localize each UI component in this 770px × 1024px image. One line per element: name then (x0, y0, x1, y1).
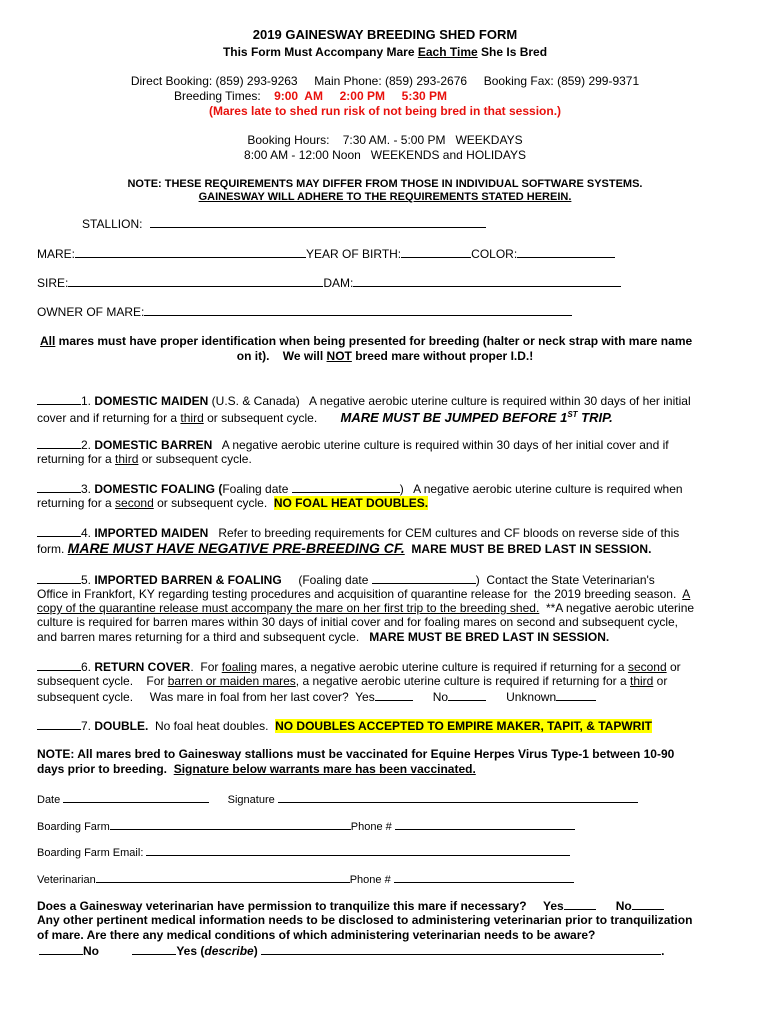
item-5-line-4: culture is required for barren mares within 30 days of initial cover and for foaling mares on second and subsequent cycle, (37, 615, 679, 629)
in-foal-no-input[interactable] (448, 689, 486, 701)
item-6-line-2: subsequent cycle. For barren or maiden mares, a negative aerobic uterine culture is required if returning for a third or (37, 674, 668, 688)
item-7: 7. DOUBLE. No foal heat doubles. NO DOUBLES ACCEPTED TO EMPIRE MAKER, TAPIT, & TAPWRIT (37, 718, 652, 733)
boarding-farm-phone-input[interactable] (395, 818, 575, 830)
vaccine-note-line-1: NOTE: All mares bred to Gainesway stallions must be vaccinated for Equine Herpes Virus Type-1 between 10-90 (37, 747, 675, 761)
item-6-check[interactable] (37, 659, 81, 671)
tranquilize-line-2: Any other pertinent medical information needs to be disclosed to administering veterinarian prior to tranquilization (37, 913, 693, 927)
item-4: 4. IMPORTED MAIDEN Refer to breeding requirements for CEM cultures and CF bloods on reverse side of this (37, 525, 679, 540)
medical-yes-input[interactable] (132, 943, 176, 955)
note-line-1: NOTE: THESE REQUIREMENTS MAY DIFFER FROM THOSE IN INDIVIDUAL SOFTWARE SYSTEMS. (127, 178, 643, 190)
stallion-field: STALLION: (82, 216, 486, 231)
item-6-line-3: subsequent cycle. Was mare in foal from her last cover? Yes No Unknown (37, 689, 596, 704)
dam-input[interactable] (353, 275, 621, 287)
item-2-line-2: returning for a third or subsequent cycle. (37, 452, 252, 466)
item-2: 2. DOMESTIC BARREN A negative aerobic uterine culture is required within 30 days of her initial cover and if (37, 437, 669, 452)
item-3: 3. DOMESTIC FOALING (Foaling date ) A negative aerobic uterine culture is required when (37, 481, 683, 496)
id-notice-line-2: on it). We will NOT breed mare without proper I.D.! (236, 349, 534, 363)
in-foal-unknown-input[interactable] (556, 689, 596, 701)
item-5-foaling-date-input[interactable] (372, 572, 476, 584)
item-5-line-3: copy of the quarantine release must accompany the mare on her first trip to the breeding shed. **A negative aerobic uterine (37, 601, 695, 615)
vaccine-note-line-2: days prior to breeding. Signature below warrants mare has been vaccinated. (37, 762, 476, 776)
tranquilize-line-3: of mare. Are there any medical conditions of which administering veterinarian needs to be aware? (37, 928, 596, 942)
item-1-line-2: cover and if returning for a third or subsequent cycle. MARE MUST BE JUMPED BEFORE 1ST TRIP. (37, 410, 613, 425)
sire-input[interactable] (68, 275, 323, 287)
booking-hours-weekdays: Booking Hours: 7:30 AM. - 5:00 PM WEEKDAYS (247, 133, 523, 147)
color-input[interactable] (517, 246, 615, 258)
breeding-times: Breeding Times: 9:00 AM 2:00 PM 5:30 PM (174, 89, 448, 103)
item-3-check[interactable] (37, 481, 81, 493)
tranquilize-yes-input[interactable] (564, 898, 596, 910)
date-signature-row: Date Signature (37, 791, 638, 807)
item-3-foaling-date-input[interactable] (292, 481, 400, 493)
item-5-check[interactable] (37, 572, 81, 584)
medical-no-input[interactable] (39, 943, 83, 955)
boarding-farm-input[interactable] (110, 818, 351, 830)
item-5-line-5: and barren mares returning for a third and subsequent cycle. MARE MUST BE BRED LAST IN SESSION. (37, 630, 610, 644)
contact-numbers: Direct Booking: (859) 293-9263 Main Phone: (859) 293-2676 Booking Fax: (859) 299-9371 (130, 74, 640, 88)
boarding-farm-email-input[interactable] (146, 844, 570, 856)
item-6: 6. RETURN COVER. For foaling mares, a negative aerobic uterine culture is required if returning for a second or (37, 659, 681, 674)
date-input[interactable] (63, 791, 209, 803)
mare-row: MARE: YEAR OF BIRTH: COLOR: (37, 246, 615, 261)
item-7-check[interactable] (37, 718, 81, 730)
late-warning: (Mares late to shed run risk of not being bred in that session.) (208, 104, 562, 118)
veterinarian-row: Veterinarian Phone # (37, 871, 574, 887)
stallion-input[interactable] (150, 216, 486, 228)
id-notice-line-1: All mares must have proper identification when being presented for breeding (halter or neck strap with mare name (40, 334, 693, 348)
form-title: 2019 GAINESWAY BREEDING SHED FORM (252, 27, 518, 42)
owner-row: OWNER OF MARE: (37, 304, 572, 319)
year-of-birth-input[interactable] (401, 246, 471, 258)
medical-describe-input[interactable] (261, 943, 661, 955)
note-line-2: GAINESWAY WILL ADHERE TO THE REQUIREMENTS STATED HEREIN. (198, 191, 572, 203)
item-5-line-2: Office in Frankfort, KY regarding testing procedures and acquisition of quarantine release for the 2019 breeding season. A (37, 587, 691, 601)
signature-input[interactable] (278, 791, 638, 803)
in-foal-yes-input[interactable] (375, 689, 413, 701)
item-1: 1. DOMESTIC MAIDEN (U.S. & Canada) A negative aerobic uterine culture is required within 30 days of her initial (37, 393, 691, 408)
item-4-check[interactable] (37, 525, 81, 537)
tranquilize-question: Does a Gainesway veterinarian have permission to tranquilize this mare if necessary? Yes No (37, 898, 664, 913)
item-3-line-2: returning for a second or subsequent cycle. NO FOAL HEAT DOUBLES. (37, 496, 429, 510)
item-1-check[interactable] (37, 393, 81, 405)
veterinarian-phone-input[interactable] (394, 871, 574, 883)
booking-hours-weekends: 8:00 AM - 12:00 Noon WEEKENDS and HOLIDAYS (244, 148, 526, 162)
tranquilize-no-input[interactable] (632, 898, 664, 910)
sire-row: SIRE: DAM: (37, 275, 621, 290)
medical-conditions-row: No Yes (describe) . (39, 943, 664, 958)
boarding-farm-email-row: Boarding Farm Email: (37, 844, 570, 860)
veterinarian-input[interactable] (96, 871, 350, 883)
mare-input[interactable] (75, 246, 306, 258)
boarding-farm-row: Boarding Farm Phone # (37, 818, 575, 834)
item-5: 5. IMPORTED BARREN & FOALING (Foaling date ) Contact the State Veterinarian's (37, 572, 655, 587)
form-subtitle: This Form Must Accompany Mare Each Time She Is Bred (222, 45, 548, 59)
item-4-line-2: form. MARE MUST HAVE NEGATIVE PRE-BREEDING CF. MARE MUST BE BRED LAST IN SESSION. (37, 540, 652, 556)
owner-input[interactable] (144, 304, 572, 316)
item-2-check[interactable] (37, 437, 81, 449)
